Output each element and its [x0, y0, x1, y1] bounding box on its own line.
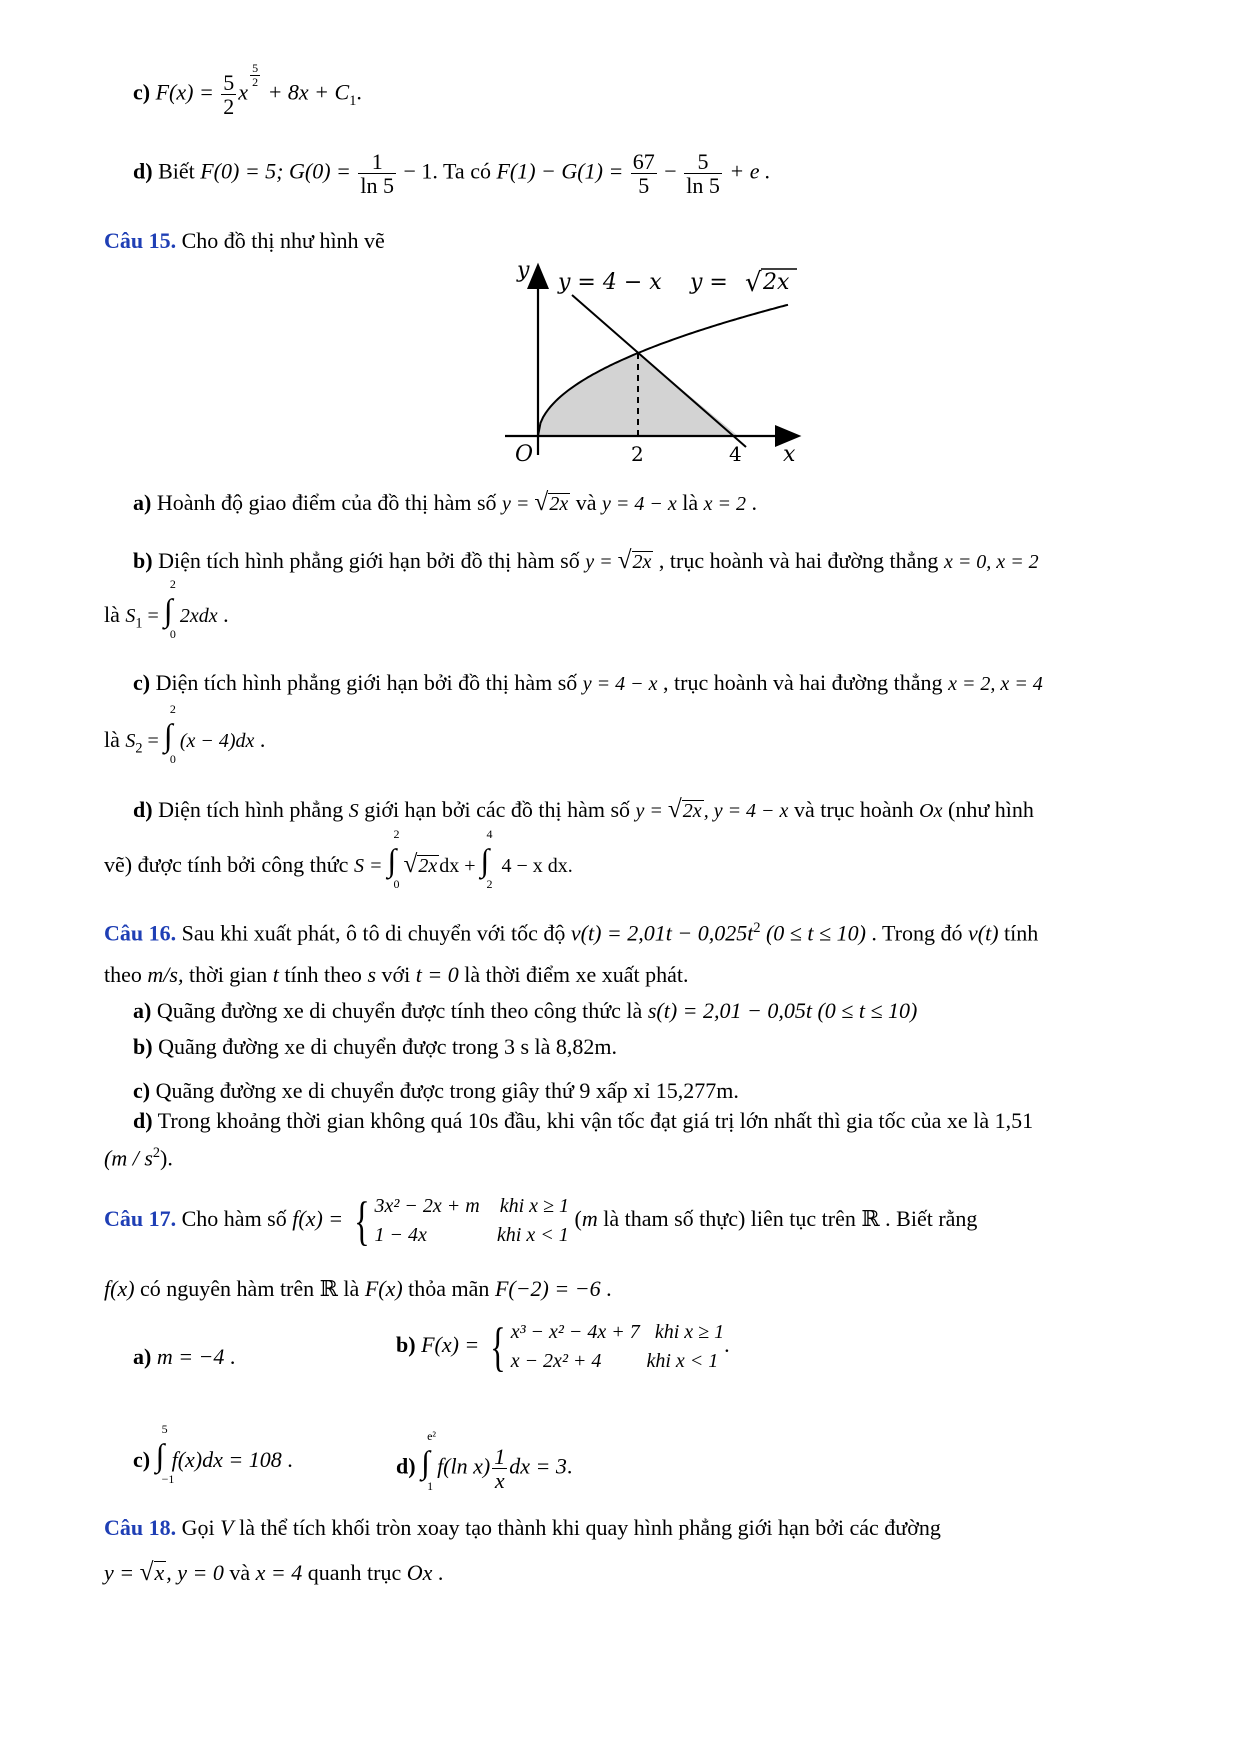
integral-sign: ∫ e² 1	[421, 1428, 436, 1493]
tick-label-4: 4	[729, 442, 742, 466]
question-16-option-b: b) Quãng đường xe di chuyển được trong 3 s là 8,82m.	[133, 1034, 617, 1059]
origin-label: O	[515, 442, 534, 467]
piecewise-cases: x³ − x² − 4x + 7 khi x ≥ 1 x − 2x² + 4 khi x < 1	[510, 1321, 725, 1372]
question-17-heading: Câu 17. Cho hàm số f(x) = { 3x² − 2x + m khi x ≥ 1 1 − 4x khi x < 1 (m là tham số thực) liên tục trên ℝ . Biết rằng	[104, 1190, 978, 1251]
option-label: d)	[133, 158, 153, 184]
fraction: $\frac{1}{x}$	[494, 1444, 506, 1494]
question-number: Câu 18.	[104, 1515, 177, 1540]
question-15-option-c: c) Diện tích hình phẳng giới hạn bởi đồ thị hàm số y = 4 − x , trục hoành và hai đường thẳng x = 2, x = 4	[133, 670, 1043, 695]
question-17-option-a: a) m = −4 .	[133, 1344, 236, 1369]
question-15-graph	[495, 255, 825, 475]
tick-label-2: 2	[631, 442, 644, 466]
y-axis-label: y	[517, 258, 530, 283]
prev-option-d: d) Biết F(0) = 5; G(0) = $\frac{1}{\ln 5}$ − 1. Ta có F(1) − G(1) = $\frac{67}{5}$ − $\frac{5}{\ln 5}$ + e .	[133, 149, 771, 199]
question-16-option-d-unit: $(m / s^2)$.	[104, 1145, 173, 1171]
math: F(x) =	[155, 79, 220, 105]
question-16-option-d: d) Trong khoảng thời gian không quá 10s đầu, khi vận tốc đạt giá trị lớn nhất thì gia tốc của xe là 1,51	[133, 1108, 1034, 1133]
question-18-heading: Câu 18. Gọi V là thể tích khối tròn xoay tạo thành khi quay hình phẳng giới hạn bởi các đường	[104, 1515, 941, 1540]
question-15-option-b-formula: là $S_1$ = ∫ 2 0 2xdx .	[104, 577, 229, 641]
question-number: Câu 16.	[104, 920, 177, 946]
question-15-heading: Câu 15. Cho đồ thị như hình vẽ	[104, 228, 385, 253]
prev-option-c: c) F(x) = $\frac{5}{2}$ x $\frac{5}{2}$ + $8x + C_1$.	[133, 61, 362, 120]
question-15-option-d: d) Diện tích hình phẳng S giới hạn bởi các đồ thị hàm số y = √2x , y = 4 − x và trục hoành Ox (như hình	[133, 795, 1034, 823]
curve-label: y =	[690, 270, 728, 295]
curve-label-radical: √	[745, 268, 762, 298]
fraction: $\frac{67}{5}$	[632, 149, 655, 199]
integral-sign: ∫ 2 0	[163, 702, 176, 766]
fraction: $\frac{1}{\ln 5}$	[360, 149, 395, 199]
question-16-option-c: c) Quãng đường xe di chuyển được trong giây thứ 9 xấp xỉ 15,277m.	[133, 1078, 739, 1103]
integral-sign: ∫ 4 2	[480, 827, 493, 891]
option-label: c)	[133, 79, 151, 105]
piecewise-cases: 3x² − 2x + m khi x ≥ 1 1 − 4x khi x < 1	[374, 1195, 570, 1246]
question-number: Câu 15.	[104, 228, 177, 253]
integral-sign: ∫ 5 −1	[155, 1422, 175, 1486]
question-15-option-b: b) Diện tích hình phẳng giới hạn bởi đồ thị hàm số y = √2x , trục hoành và hai đường thẳng x = 0, x = 2	[133, 546, 1039, 574]
question-18-line2: y = √x, y = 0 và x = 4 quanh trục Ox .	[104, 1558, 444, 1586]
line-label: y = 4 − x	[558, 270, 662, 295]
question-15-option-d-formula: vẽ) được tính bởi công thức S = ∫ 2 0 √2x dx + ∫ 4 2 4 − x dx.	[104, 827, 573, 891]
question-17-option-d: d) ∫ e² 1 f(ln x) $\frac{1}{x}$ dx = 3.	[396, 1428, 573, 1494]
question-17-option-b: b) F(x) = { x³ − x² − 4x + 7 khi x ≥ 1 x − 2x² + 4 khi x < 1 .	[396, 1316, 730, 1377]
question-16-option-a: a) Quãng đường xe di chuyển được tính theo công thức là s(t) = 2,01 − 0,05t (0 ≤ t ≤ 10)	[133, 998, 918, 1023]
question-17-option-c: c) ∫ 5 −1 f(x)dx = 108 .	[133, 1422, 293, 1486]
question-16-line2: theo m/s, thời gian t tính theo s với t = 0 là thời điểm xe xuất phát.	[104, 962, 689, 987]
fraction: $\frac{5}{\ln 5}$	[686, 149, 720, 199]
integral-sign: ∫ 2 0	[387, 827, 400, 891]
exponent-fraction: $\frac{5}{2}$	[252, 61, 259, 89]
question-16-heading: Câu 16. Sau khi xuất phát, ô tô di chuyển với tốc độ $v(t) = 2,01t - 0,025t^2$ (0 ≤ t ≤ 10) . Trong đó v(t) tính	[104, 920, 1039, 946]
integral-sign: ∫ 2 0	[163, 577, 176, 641]
curve-label-radicand: 2x	[763, 270, 790, 295]
question-15-option-a: a) Hoành độ giao điểm của đồ thị hàm số y = √2x và y = 4 − x là x = 2 .	[133, 488, 757, 516]
question-15-option-c-formula: là $S_2$ = ∫ 2 0 (x − 4)dx .	[104, 702, 266, 766]
x-axis-label: x	[783, 442, 796, 467]
fraction: $\frac{5}{2}$	[223, 69, 235, 120]
question-number: Câu 17.	[104, 1206, 177, 1232]
question-17-line2: f(x) có nguyên hàm trên ℝ là F(x) thỏa mãn F(−2) = −6 .	[104, 1276, 612, 1301]
